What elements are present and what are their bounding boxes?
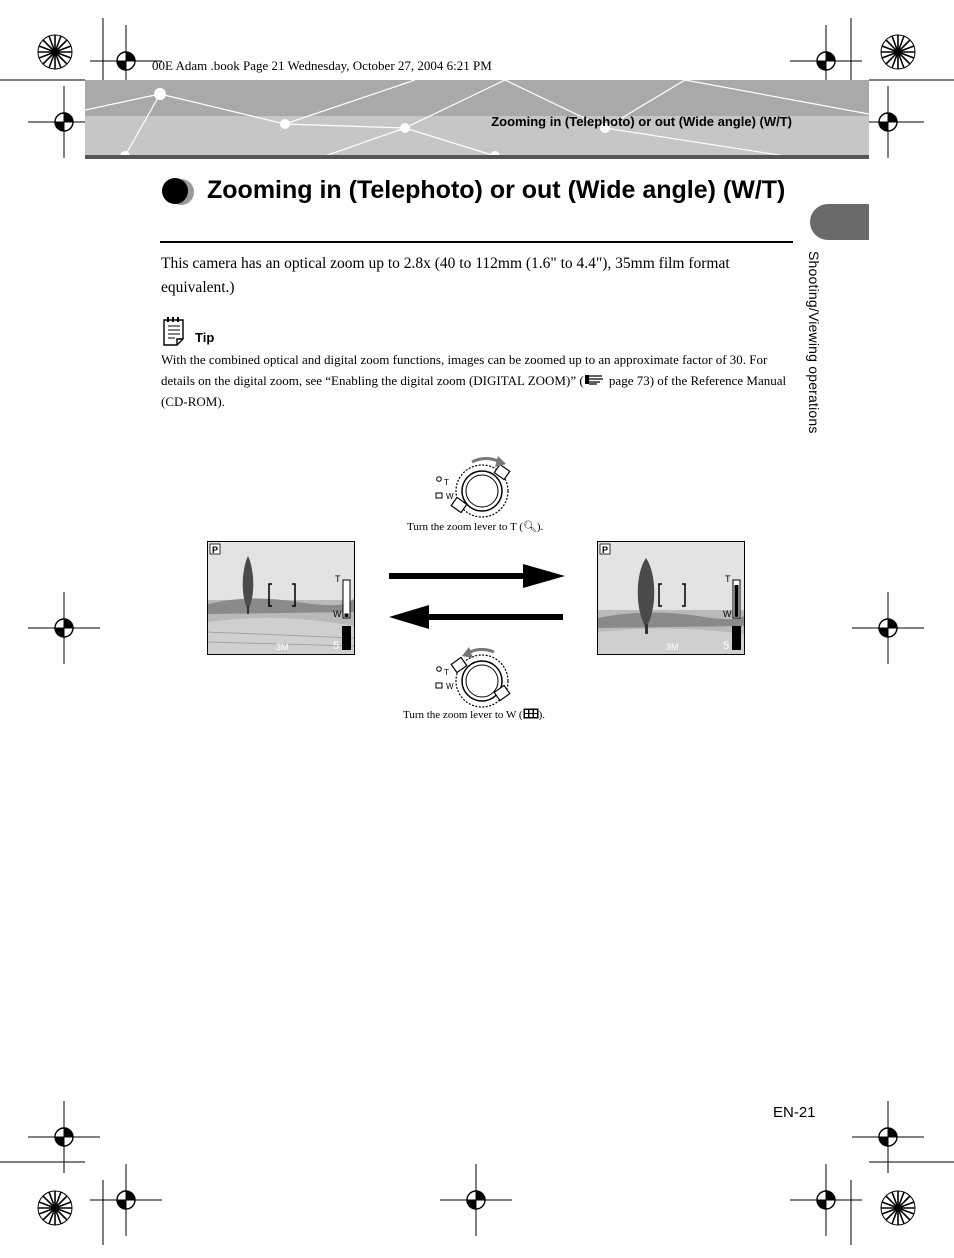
page-number: EN-21 <box>773 1104 816 1121</box>
lcd-t-label: T <box>335 574 341 584</box>
caption-zoom-t-end: ). <box>536 521 544 533</box>
zoom-level-bar-wide <box>345 614 349 618</box>
zoom-level-bar-tele <box>735 585 739 617</box>
zoom-lever-t-label: T <box>444 668 449 677</box>
chapter-label: Shooting/Viewing operations <box>806 251 822 434</box>
caption-zoom-w-start: Turn the zoom lever to W ( <box>403 709 523 721</box>
tip-text <box>161 349 793 412</box>
zoom-lever-w-diagram <box>432 642 522 712</box>
page-title: Zooming in (Telephoto) or out (Wide angle) (W/T) <box>207 176 786 204</box>
caption-zoom-t-start: Turn the zoom lever to T ( <box>407 521 523 533</box>
magnify-icon: 🔍︎ <box>522 520 537 533</box>
magnify-icon <box>437 477 442 482</box>
caption-zoom-t <box>407 520 543 533</box>
caption-zoom-w <box>403 708 545 721</box>
lcd-w-label: W <box>723 609 732 619</box>
tip-text-end: page 73) of the Reference Manual (CD-ROM). <box>161 373 787 409</box>
lcd-shot-count: 5 <box>333 640 340 652</box>
tip-label: Tip <box>195 330 215 345</box>
zoom-lever-t-label: T <box>444 478 449 487</box>
title-bullet-icon <box>161 177 195 207</box>
zoom-lever-t-diagram <box>432 452 522 522</box>
grid-icon <box>436 493 442 498</box>
tip-text-start: With the combined optical and digital zoom functions, images can be zoomed up to an approximate factor of 30. For details on the digital zoom, see “Enabling the digital zoom (DIGITAL ZOOM)” ( <box>161 352 768 388</box>
arrow-right <box>389 573 525 579</box>
reference-hand-icon <box>584 373 606 386</box>
grid-icon <box>436 683 442 688</box>
lcd-mode-label: P <box>602 545 609 555</box>
lcd-w-label: W <box>333 609 342 619</box>
tip-notepad-icon <box>161 317 188 347</box>
chapter-tab <box>810 204 869 240</box>
lcd-mode-label: P <box>212 545 219 555</box>
magnify-icon <box>437 667 442 672</box>
lcd-t-label: T <box>725 574 731 584</box>
grid-icon <box>523 708 539 719</box>
lcd-shot-count: 5 <box>723 640 730 652</box>
lcd-wide-angle <box>207 541 355 655</box>
title-rule <box>160 241 793 243</box>
lcd-telephoto <box>597 541 745 655</box>
intro-paragraph: This camera has an optical zoom up to 2.8x (40 to 112mm (1.6" to 4.4"), 35mm film format equivalent.) <box>161 255 730 296</box>
zoom-lever-w-label: W <box>446 492 454 501</box>
zoom-lever-w-label: W <box>446 682 454 691</box>
zoom-direction-arrows <box>387 561 567 631</box>
header-title: Zooming in (Telephoto) or out (Wide angle) (W/T) <box>491 114 792 129</box>
lcd-resolution-label: 3M <box>276 642 289 652</box>
header-rule <box>85 155 869 159</box>
print-info: 00E Adam .book Page 21 Wednesday, October 27, 2004 6:21 PM <box>152 58 492 73</box>
caption-zoom-w-end: ). <box>538 709 545 721</box>
arrow-left <box>427 614 563 620</box>
lcd-resolution-label: 3M <box>666 642 679 652</box>
